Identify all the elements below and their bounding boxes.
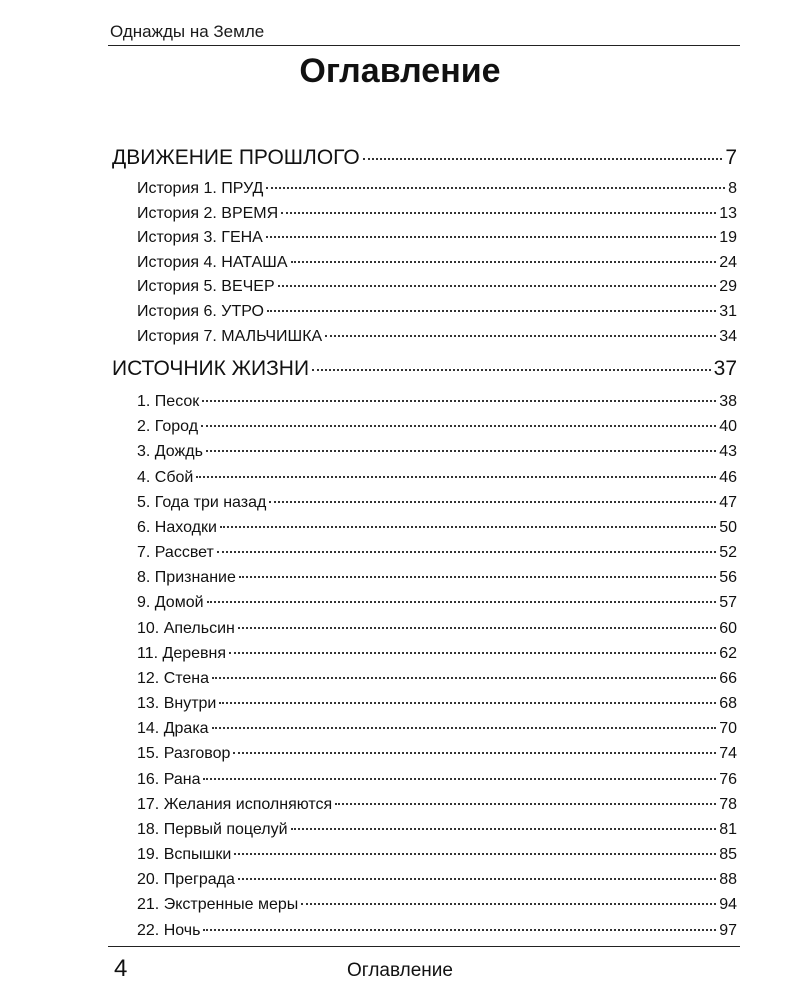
header-rule xyxy=(108,45,740,46)
toc-entry[interactable] xyxy=(137,254,737,272)
dot-leader xyxy=(206,450,716,452)
toc-entry-page: 43 xyxy=(719,443,737,461)
toc-entry-page: 62 xyxy=(719,644,737,662)
toc-entry-page: 74 xyxy=(719,745,737,763)
dot-leader xyxy=(301,903,716,905)
toc-entry-title: 3. Дождь xyxy=(137,443,203,461)
toc-entry[interactable] xyxy=(137,278,737,296)
dot-leader xyxy=(266,236,716,238)
toc-entry[interactable] xyxy=(137,821,737,839)
toc-entry-title: 2. Город xyxy=(137,418,199,436)
toc-entry[interactable] xyxy=(137,303,737,321)
toc-entry-page: 70 xyxy=(719,720,737,738)
toc-entry[interactable] xyxy=(137,771,737,789)
dot-leader xyxy=(238,627,716,629)
toc-section-page: 37 xyxy=(713,357,737,380)
dot-leader xyxy=(291,828,717,830)
toc-entry-page: 56 xyxy=(719,569,737,587)
toc-entry-page: 85 xyxy=(719,846,737,864)
toc-entry-title: История 7. МАЛЬЧИШКА xyxy=(137,327,323,345)
toc-entry[interactable] xyxy=(137,393,737,411)
toc-entry-title: История 3. ГЕНА xyxy=(137,229,263,247)
toc-entry-page: 68 xyxy=(719,695,737,712)
dot-leader xyxy=(234,853,716,855)
toc-entry[interactable] xyxy=(137,922,737,940)
toc-entry-page: 19 xyxy=(719,229,737,247)
dot-leader xyxy=(278,285,717,287)
toc-entry-title: 11. Деревня xyxy=(137,644,227,662)
toc-entry[interactable] xyxy=(137,229,737,247)
toc-entry-title: 6. Находки xyxy=(137,518,217,536)
toc-entry-page: 34 xyxy=(719,327,737,345)
toc-entry-title: История 6. УТРО xyxy=(137,303,264,320)
dot-leader xyxy=(312,369,711,371)
dot-leader xyxy=(203,778,716,780)
toc-entry-page: 46 xyxy=(719,468,737,486)
toc-entry-page: 78 xyxy=(719,795,737,813)
toc-entry[interactable] xyxy=(137,846,737,864)
toc-entry[interactable] xyxy=(137,695,737,713)
toc-section-page: 7 xyxy=(725,146,737,169)
toc-entry[interactable] xyxy=(137,720,737,738)
dot-leader xyxy=(363,158,723,160)
toc-entry-title: История 1. ПРУД xyxy=(137,180,264,197)
toc-entry-title: 14. Драка xyxy=(137,720,209,738)
toc-entry[interactable] xyxy=(137,670,737,688)
toc-entry-page: 60 xyxy=(719,619,737,637)
toc-entry-title: 15. Разговор xyxy=(137,745,231,763)
toc-entry-page: 31 xyxy=(719,303,737,320)
toc-entry-page: 76 xyxy=(719,770,737,788)
toc-entry-page: 94 xyxy=(719,896,737,914)
toc-entry-title: 17. Желания исполняются xyxy=(137,795,333,813)
toc-entry-title: 18. Первый поцелуй xyxy=(137,820,288,838)
dot-leader xyxy=(212,677,716,679)
toc-entry-title: 16. Рана xyxy=(137,770,201,788)
dot-leader xyxy=(325,335,716,337)
toc-entry[interactable] xyxy=(137,205,737,223)
toc-entry-title: 1. Песок xyxy=(137,393,200,410)
dot-leader xyxy=(239,576,716,578)
toc-entry-title: 5. Года три назад xyxy=(137,493,267,511)
toc-entry-page: 57 xyxy=(719,594,737,612)
toc-entry[interactable] xyxy=(137,519,737,537)
dot-leader xyxy=(267,310,716,312)
dot-leader xyxy=(202,400,716,402)
toc-entry-page: 81 xyxy=(719,820,737,838)
toc-entry-page: 66 xyxy=(719,669,737,687)
page-title: Оглавление xyxy=(299,52,501,90)
toc-entry-title: 9. Домой xyxy=(137,594,204,612)
dot-leader xyxy=(238,878,716,880)
toc-entry[interactable] xyxy=(137,544,737,562)
toc-entry-title: История 5. ВЕЧЕР xyxy=(137,278,275,296)
dot-leader xyxy=(203,929,716,931)
dot-leader xyxy=(212,727,717,729)
toc-entry[interactable] xyxy=(137,469,737,487)
dot-leader xyxy=(266,187,725,189)
toc-entry[interactable] xyxy=(137,443,737,461)
toc-entry-page: 38 xyxy=(719,393,737,410)
toc-entry-page: 47 xyxy=(719,493,737,511)
toc-entry[interactable] xyxy=(137,180,737,198)
dot-leader xyxy=(201,425,716,427)
toc-entry[interactable] xyxy=(137,494,737,512)
dot-leader xyxy=(220,526,716,528)
dot-leader xyxy=(196,476,716,478)
toc-section[interactable] xyxy=(112,146,737,170)
toc-entry[interactable] xyxy=(137,871,737,889)
dot-leader xyxy=(269,501,716,503)
toc-entry[interactable] xyxy=(137,594,737,612)
toc-entry-title: 7. Рассвет xyxy=(137,544,214,561)
page-number: 4 xyxy=(114,955,128,982)
dot-leader xyxy=(335,803,716,805)
toc-entry[interactable] xyxy=(137,328,737,346)
toc-entry-title: 12. Стена xyxy=(137,669,210,687)
toc-entry[interactable] xyxy=(137,418,737,436)
toc-entry-page: 8 xyxy=(728,180,737,197)
toc-entry-title: История 2. ВРЕМЯ xyxy=(137,204,279,222)
toc-entry-page: 52 xyxy=(719,544,737,561)
toc-entry[interactable] xyxy=(137,645,737,663)
toc-entry-title: 19. Вспышки xyxy=(137,846,232,864)
toc-entry[interactable] xyxy=(137,620,737,638)
toc-entry[interactable] xyxy=(137,796,737,814)
toc-entry-page: 97 xyxy=(719,921,737,939)
dot-leader xyxy=(291,261,717,263)
toc-section-title: ДВИЖЕНИЕ ПРОШЛОГО xyxy=(112,146,360,169)
dot-leader xyxy=(281,212,716,214)
toc-entry-page: 88 xyxy=(719,871,737,889)
toc-entry-page: 29 xyxy=(719,278,737,296)
toc-entry-page: 40 xyxy=(719,418,737,436)
toc-entry-page: 13 xyxy=(719,204,737,222)
dot-leader xyxy=(229,652,716,654)
toc-entry-title: 4. Сбой xyxy=(137,468,194,486)
toc-entry[interactable] xyxy=(137,896,737,914)
running-footer: Оглавление xyxy=(347,960,453,981)
toc-entry-title: 10. Апельсин xyxy=(137,619,235,637)
dot-leader xyxy=(217,551,716,553)
toc-entry[interactable] xyxy=(137,745,737,763)
toc-entry-title: 13. Внутри xyxy=(137,695,217,712)
toc-section-title: ИСТОЧНИК ЖИЗНИ xyxy=(112,357,310,380)
footer-rule xyxy=(108,946,740,947)
running-header: Однажды на Земле xyxy=(110,22,265,41)
toc-entry-page: 50 xyxy=(719,518,737,536)
dot-leader xyxy=(207,601,717,603)
toc-entry-title: История 4. НАТАША xyxy=(137,253,288,271)
toc-entry-title: 21. Экстренные меры xyxy=(137,896,299,914)
dot-leader xyxy=(219,702,716,704)
toc-entry-title: 22. Ночь xyxy=(137,921,201,939)
dot-leader xyxy=(233,752,716,754)
toc-entry-title: 8. Признание xyxy=(137,569,236,587)
toc-entry[interactable] xyxy=(137,569,737,587)
toc-section[interactable] xyxy=(112,357,737,381)
toc-entry-title: 20. Преграда xyxy=(137,871,235,889)
toc-entry-page: 24 xyxy=(719,253,737,271)
